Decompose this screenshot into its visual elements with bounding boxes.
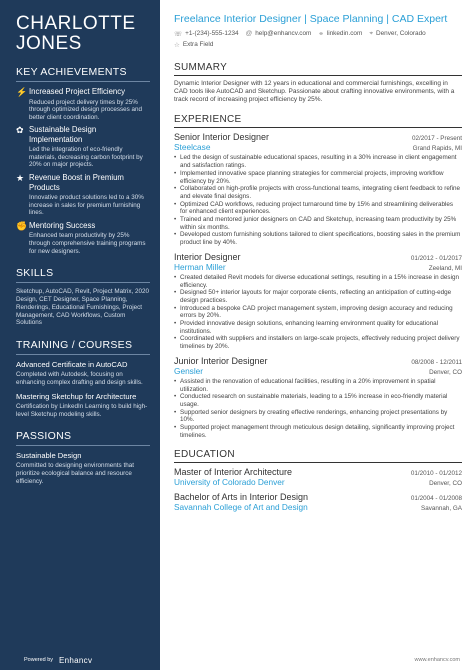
education-header bbox=[174, 492, 462, 502]
achievement-title: Increased Project Efficiency bbox=[29, 87, 126, 96]
key-achievements-heading: KEY ACHIEVEMENTS bbox=[16, 66, 150, 82]
contact-item[interactable] bbox=[246, 30, 312, 38]
job-header bbox=[174, 132, 462, 142]
education-date: 01/2010 - 01/2012 bbox=[410, 470, 462, 478]
contact-item[interactable] bbox=[369, 30, 425, 38]
achievement-body bbox=[29, 125, 150, 169]
footer bbox=[0, 650, 474, 670]
education-entry bbox=[174, 467, 462, 487]
contact-text[interactable]: Denver, Colorado bbox=[375, 30, 426, 37]
achievement-body bbox=[29, 221, 150, 255]
summary-heading: SUMMARY bbox=[174, 62, 462, 76]
bullet-item: • Coordinated with suppliers and installers on large-scale projects, effectively reducing project delivery timelines by 20%. bbox=[174, 335, 462, 350]
achievement-description: Innovative product solutions led to a 30% increase in sales for premium furnishing lines. bbox=[29, 194, 144, 217]
course-description: Completed with Autodesk, focusing on enhancing complex drafting and design skills. bbox=[16, 371, 143, 386]
education-school-row bbox=[174, 477, 462, 487]
experience-heading: EXPERIENCE bbox=[174, 114, 462, 128]
bullet-item: • Provided innovative design solutions, enhancing learning environment quality for educational institutions. bbox=[174, 320, 462, 335]
bullet-item: • Introduced a bespoke CAD project management system, improving design accuracy and reducing errors by 20%. bbox=[174, 305, 462, 320]
job-header bbox=[174, 356, 462, 366]
achievement-body bbox=[29, 87, 150, 121]
email-icon: @ bbox=[245, 30, 253, 37]
job-bullets bbox=[174, 274, 462, 351]
job-header bbox=[174, 252, 462, 262]
training-heading: TRAINING / COURSES bbox=[16, 339, 150, 355]
bullet-item: • Created detailed Revit models for diverse educational settings, resulting in a 15% increase in design efficiency. bbox=[174, 274, 462, 289]
bullet-item: • Conducted research on sustainable materials, leading to a 15% increase in eco-friendly material usage. bbox=[174, 393, 462, 408]
bullet-item: • Optimized CAD workflows, reducing project turnaround time by 15% and streamlining deliverables for enhanced client experiences. bbox=[174, 201, 462, 216]
company-name[interactable]: Herman Miller bbox=[174, 261, 226, 272]
degree-title: Bachelor of Arts in Interior Design bbox=[174, 492, 309, 503]
passions-heading: PASSIONS bbox=[16, 430, 150, 446]
summary-text: Dynamic Interior Designer with 12 years in educational and commercial furnishings, excelling in CAD tools like AutoCAD and Sketchup. Passionate about crafting innovative environments, with a track record of increasing project efficiency by 25%. bbox=[174, 79, 455, 104]
star-icon: ☆ bbox=[174, 41, 180, 49]
contact-text[interactable]: +1-(234)-555-1234 bbox=[185, 30, 239, 37]
education-school-row bbox=[174, 502, 462, 512]
degree-title: Master of Interior Architecture bbox=[174, 467, 293, 478]
main-content bbox=[174, 14, 462, 517]
achievement-item bbox=[16, 221, 150, 255]
job-bullets bbox=[174, 378, 462, 440]
experience-list bbox=[174, 132, 462, 439]
job-date: 01/2012 - 01/2017 bbox=[410, 254, 462, 262]
passions-list bbox=[16, 451, 150, 485]
job-title: Junior Interior Designer bbox=[174, 355, 268, 366]
footer-url[interactable]: www.enhancv.com bbox=[414, 657, 460, 663]
school-name[interactable]: University of Colorado Denver bbox=[174, 477, 285, 488]
education-location: Savannah, GA bbox=[421, 505, 462, 513]
contact-text[interactable]: linkedin.com bbox=[326, 30, 363, 37]
course-title: Mastering Sketchup for Architecture bbox=[16, 392, 137, 402]
star-icon: ★ bbox=[16, 173, 25, 184]
contact-item[interactable] bbox=[174, 30, 239, 38]
job-entry bbox=[174, 356, 462, 440]
job-location: Grand Rapids, MI bbox=[412, 145, 462, 153]
bullet-item: • Supported project management through meticulous design detailing, significantly improving project timelines. bbox=[174, 424, 462, 439]
achievements-list bbox=[16, 87, 150, 255]
education-entry bbox=[174, 492, 462, 512]
contact-text[interactable]: help@enhancv.com bbox=[255, 30, 312, 37]
job-title: Senior Interior Designer bbox=[174, 132, 270, 143]
bullet-item: • Designed 50+ interior layouts for major corporate clients, reflecting an anticipation of cutting-edge design practices. bbox=[174, 289, 462, 304]
achievement-item bbox=[16, 173, 150, 217]
bolt-icon: ⚡ bbox=[16, 87, 28, 97]
job-location: Zeeland, MI bbox=[428, 264, 462, 272]
footer-brand bbox=[0, 650, 160, 670]
achievement-item bbox=[16, 125, 150, 169]
candidate-name: CHARLOTTE JONES bbox=[16, 13, 136, 54]
achievement-title: Revenue Boost in Premium Products bbox=[29, 173, 124, 192]
job-company-row bbox=[174, 142, 462, 152]
education-location: Denver, CO bbox=[429, 480, 462, 488]
contact-info bbox=[174, 30, 462, 52]
location-icon: ⌖ bbox=[369, 29, 373, 37]
job-company-row bbox=[174, 366, 462, 376]
course-item bbox=[16, 360, 150, 386]
contact-item[interactable] bbox=[174, 41, 213, 49]
job-entry bbox=[174, 132, 462, 246]
job-location: Denver, CO bbox=[429, 368, 462, 376]
powered-by-label: Powered by bbox=[24, 657, 54, 663]
achievement-description: Reduced project delivery times by 25% through optimized design processes and better client coordination. bbox=[29, 98, 143, 121]
contact-text[interactable]: Extra Field bbox=[182, 41, 214, 48]
bullet-item: • Trained and mentored junior designers on CAD and Sketchup, increasing team productivity by 25% within six months. bbox=[174, 216, 462, 231]
course-item bbox=[16, 392, 150, 418]
passion-title: Sustainable Design bbox=[16, 451, 82, 461]
company-name[interactable]: Steelcase bbox=[174, 142, 211, 153]
leaf-icon: ✿ bbox=[16, 125, 24, 136]
job-date: 02/2017 - Present bbox=[411, 135, 462, 143]
job-company-row bbox=[174, 262, 462, 272]
passion-description: Committed to designing environments that prioritize ecological balance and resource efficiency. bbox=[16, 462, 134, 485]
achievement-body bbox=[29, 173, 150, 217]
skills-list: Sketchup, AutoCAD, Revit, Project Matrix, 2020 Design, CET Designer, Space Planning, Renderings, Educational Furnishings, Project Management, CAD Workflows, Custom Solutions bbox=[16, 288, 149, 327]
bullet-item: • Collaborated on high-profile projects with cross-functional teams, integrating client feedback to refine and elevate final designs. bbox=[174, 185, 462, 200]
achievement-title: Mentoring Success bbox=[29, 220, 96, 230]
education-header bbox=[174, 467, 462, 477]
skills-heading: SKILLS bbox=[16, 267, 150, 283]
enhancv-logo[interactable]: Enhancv bbox=[59, 655, 93, 665]
education-heading: EDUCATION bbox=[174, 449, 462, 463]
education-list bbox=[174, 467, 462, 512]
course-description: Certification by LinkedIn Learning to build high-level Sketchup modeling skills. bbox=[16, 403, 148, 418]
bullet-item: • Developed custom furnishing solutions tailored to client specifications, boosting sales in the premium product line by 40%. bbox=[174, 231, 462, 246]
bullet-item: • Implemented innovative space planning strategies for commercial projects, improving workflow efficiency by 20%. bbox=[174, 170, 462, 185]
school-name[interactable]: Savannah College of Art and Design bbox=[174, 502, 308, 513]
course-title: Advanced Certificate in AutoCAD bbox=[16, 360, 128, 370]
bullet-item: • Supported senior designers by creating effective renderings, enhancing project presentations by 10%. bbox=[174, 409, 462, 424]
passion-item bbox=[16, 451, 150, 485]
achievement-description: Led the integration of eco-friendly materials, decreasing carbon footprint by 20% on major projects. bbox=[29, 146, 143, 169]
job-entry bbox=[174, 252, 462, 351]
handshake-icon: ✊ bbox=[16, 220, 28, 231]
bullet-item: • Led the design of sustainable educational spaces, resulting in a 30% increase in client engagement and satisfaction ratings. bbox=[174, 154, 462, 169]
achievement-item bbox=[16, 87, 150, 121]
company-name[interactable]: Gensler bbox=[174, 365, 204, 376]
job-bullets bbox=[174, 154, 462, 246]
achievement-description: Enhanced team productivity by 25% through comprehensive training programs for new designers. bbox=[29, 232, 146, 255]
job-date: 08/2008 - 12/2011 bbox=[411, 358, 462, 366]
phone-icon: ☏ bbox=[174, 30, 183, 38]
headline: Freelance Interior Designer | Space Planning | CAD Expert bbox=[174, 13, 448, 25]
contact-item[interactable] bbox=[318, 30, 362, 38]
link-icon: ⚭ bbox=[318, 30, 324, 38]
bullet-item: • Assisted in the renovation of educational facilities, resulting in a 20% improvement in spatial utilization. bbox=[174, 378, 462, 393]
courses-list bbox=[16, 360, 150, 418]
job-title: Interior Designer bbox=[174, 251, 241, 262]
sidebar bbox=[0, 0, 160, 650]
education-date: 01/2004 - 01/2008 bbox=[410, 495, 462, 503]
achievement-title: Sustainable Design Implementation bbox=[29, 125, 97, 144]
